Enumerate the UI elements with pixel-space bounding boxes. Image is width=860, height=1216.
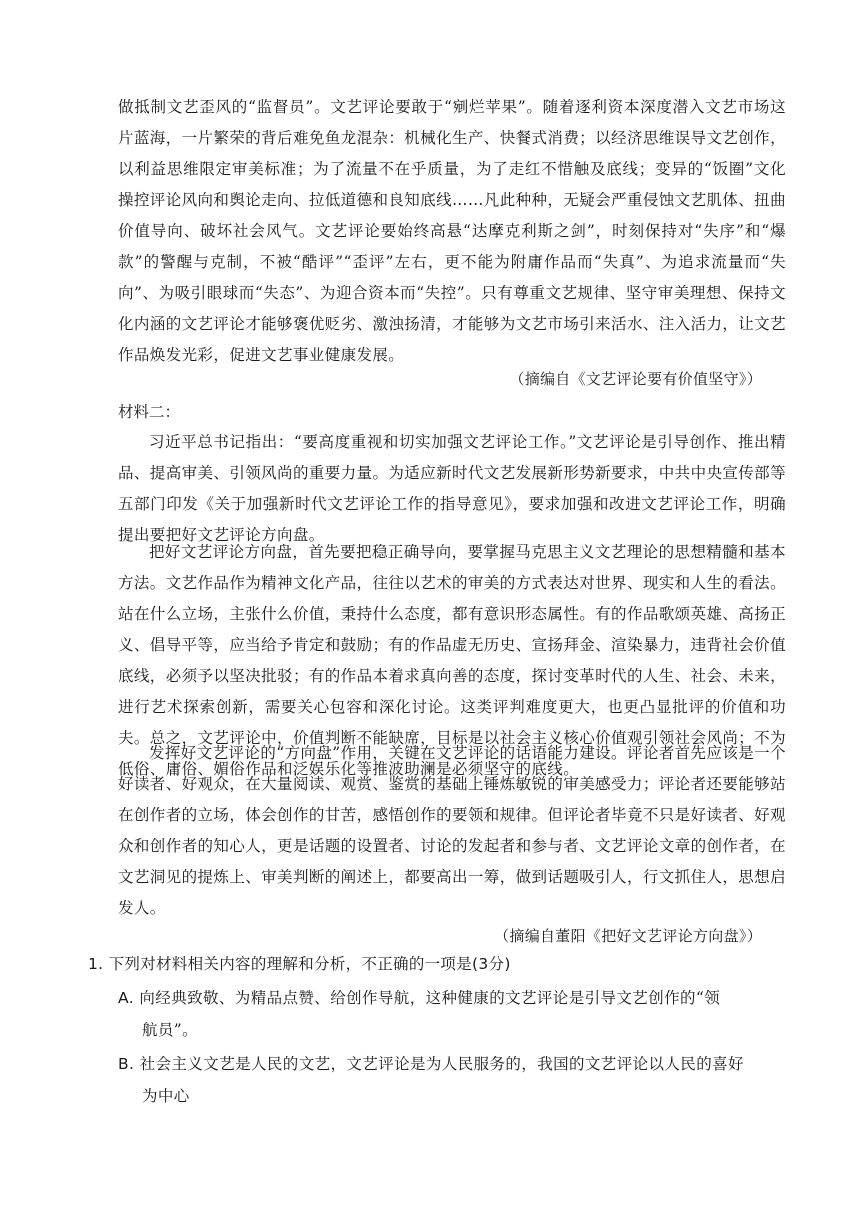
option-b-text-line2: 为中心 [142,1087,190,1105]
option-b [118,1048,786,1112]
option-b-letter: B. [118,1055,135,1073]
material-two-source: （摘编自董阳《把好文艺评论方向盘》） [494,927,762,945]
material-two-paragraph-2: 把好文艺评论方向盘，首先要把稳正确导向，要掌握马克思主义文艺理论的思想精髓和基本方法。文艺作品作为精神文化产品，往往以艺术的审美的方式表达对世界、现实和人生的看法。站在什么立场，主张什么价值，秉持什么态度，都有意识形态属性。有的作品歌颂英雄、高扬正义、倡导平等，应当给予肯定和鼓励；有的作品虚无历史、宣扬拜金、渲染暴力，违背社会价值底线，必须予以坚决批驳；有的作品本着求真向善的态度，探讨变革时代的人生、社会、未来，进行艺术探索创新，需要关心包容和深化讨论。这类评判难度更大，也更凸显批评的价值和功夫。总之，文艺评论中，价值判断不能缺席，目标是以社会主义核心价值观引领社会风尚；不为低俗、庸俗、媚俗作品和泛娱乐化等推波助澜是必须坚守的底线。 [118,543,786,778]
material-one-source: （摘编自《文艺评论要有价值坚守》） [509,370,762,388]
material-two-paragraph-1: 习近平总书记指出：“要高度重视和切实加强文艺评论工作。”文艺评论是引导创作、推出精品、提高审美、引领风尚的重要力量。为适应新时代文艺发展新形势新要求，中共中央宣传部等五部门印发《关于加强新时代文艺评论工作的指导意见》，要求加强和改进文艺评论工作，明确提出要把好文艺评论方向盘。 [118,433,786,544]
option-a-letter: A. [118,989,135,1007]
material-two-paragraph-3: 发挥好文艺评论的“方向盘”作用，关键在文艺评论的话语能力建设。评论者首先应该是一个好读者、好观众，在大量阅读、观赏、鉴赏的基础上锤炼敏锐的审美感受力；评论者还要能够站在创作者的立场，体会创作的甘苦，感悟创作的要领和规律。但评论者毕竟不只是好读者、好观众和创作者的知心人，更是话题的设置者、讨论的发起者和参与者、文艺评论文章的创作者，在文艺洞见的提炼上、审美判断的阐述上，都要高出一筹，做到话题吸引人，行文抓住人，思想启发人。 [118,744,786,917]
material-one-paragraph: 做抵制文艺歪风的“监督员”。文艺评论要敢于“剜烂苹果”。随着逐利资本深度潜入文艺市场这片蓝海，一片繁荣的背后难免鱼龙混杂：机械化生产、快餐式消费；以经济思维误导文艺创作，以利益思维限定审美标准；为了流量不在乎质量，为了走红不惜触及底线；变异的“饭圈”文化操控评论风向和舆论走向、拉低道德和良知底线……凡此种种，无疑会严重侵蚀文艺肌体、扭曲价值导向、破坏社会风气。文艺评论要始终高悬“达摩克利斯之剑”，时刻保持对“失序”和“爆款”的警醒与克制，不被“酷评”“歪评”左右，更不能为附庸作品而“失真”、为追求流量而“失向”、为吸引眼球而“失态”、为迎合资本而“失控”。只有尊重文艺规律、坚守审美理想、保持文化内涵的文艺评论才能够褒优贬劣、激浊扬清，才能够为文艺市场引来活水、注入活力，让文艺作品焕发光彩，促进文艺事业健康发展。 [118,98,786,364]
material-two-heading: 材料二： [118,403,181,421]
option-b-text-line1: 社会主义文艺是人民的文艺，文艺评论是为人民服务的，我国的文艺评论以人民的喜好 [139,1055,744,1073]
option-a-text-line1: 向经典致敬、为精品点赞、给创作导航，这种健康的文艺评论是引导文艺创作的“领 [139,989,721,1007]
question-stem: 1. 下列对材料相关内容的理解和分析，不正确的一项是(3分) [88,955,511,973]
option-a-text-line2: 航员”。 [142,1021,199,1039]
option-a [118,982,786,1046]
